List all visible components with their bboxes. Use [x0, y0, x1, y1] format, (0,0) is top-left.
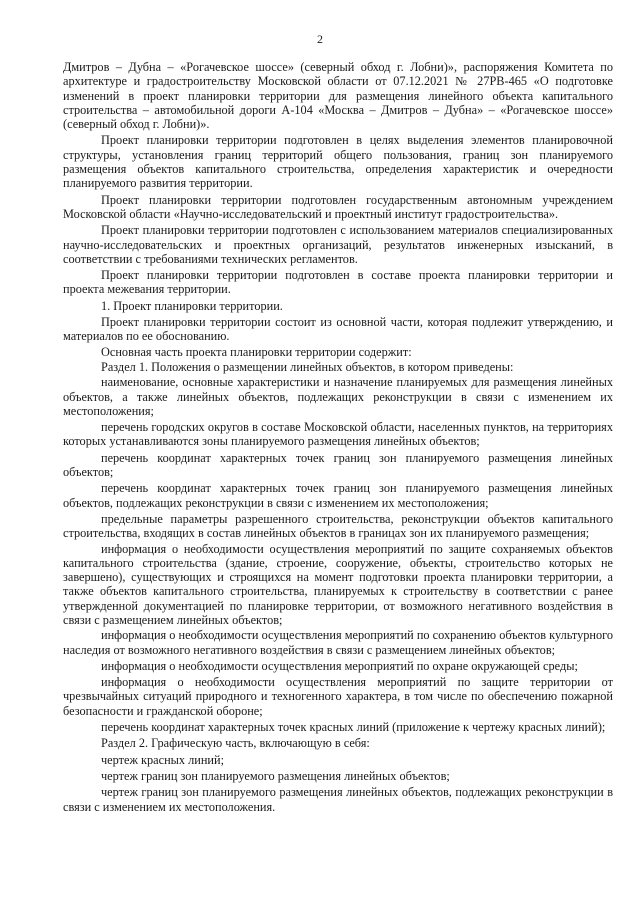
paragraph: Проект планировки территории подготовлен государственным автономным учреждением Московской области «Научно-исследовательский и проектный институт градостроительства».: [63, 192, 613, 221]
paragraph: Дмитров – Дубна – «Рогачевское шоссе» (северный обход г. Лобни)», распоряжения Комитета по архитектуре и градостроительству Московской области от 07.12.2021 № 27РВ-465 «О подготовке изменений в проект планировки территории для размещения линейного объекта капитального строительства – автомобильной дороги А-104 «Москва – Дмитров – Дубна» – «Рогачевское шоссе» (северный обход г. Лобни)».: [63, 60, 613, 132]
paragraph: Проект планировки территории состоит из основной части, которая подлежит утверждению, и материалов по ее обоснованию.: [63, 315, 613, 344]
paragraph: 1. Проект планировки территории.: [101, 298, 283, 313]
list-item: информация о необходимости осуществления мероприятий по сохранению объектов культурного наследия от возможного негативного воздействия в связи с размещением линейных объектов;: [63, 628, 613, 657]
list-item: перечень городских округов в составе Московской области, населенных пунктов, на территориях которых устанавливаются зоны планируемого размещения линейных объектов;: [63, 420, 613, 449]
list-item: информация о необходимости осуществления мероприятий по охране окружающей среды;: [101, 658, 578, 673]
document-body: [63, 60, 613, 815]
list-item: чертеж красных линий;: [101, 752, 225, 767]
list-item: перечень координат характерных точек красных линий (приложение к чертежу красных линий);: [101, 720, 606, 735]
list-item: перечень координат характерных точек границ зон планируемого размещения линейных объектов, подлежащих реконструкции в связи с изменением их местоположения;: [63, 481, 613, 510]
paragraph: Проект планировки территории подготовлен с использованием материалов специализированных научно-исследовательских и проектных организаций, результатов инженерных изысканий, в соответствии с требованиями технических регламентов.: [63, 223, 613, 266]
list-item: чертеж границ зон планируемого размещения линейных объектов;: [101, 768, 450, 783]
paragraph: Проект планировки территории подготовлен в составе проекта планировки территории и проекта межевания территории.: [63, 268, 613, 297]
paragraph: Раздел 2. Графическую часть, включающую в себя:: [101, 736, 370, 751]
list-item: чертеж границ зон планируемого размещения линейных объектов, подлежащих реконструкции в связи с изменением их местоположения.: [63, 785, 613, 814]
list-item: информация о необходимости осуществления мероприятий по защите сохраняемых объектов капитального строительства (здание, строение, сооружение, объекты, строительство которых не завершено), существующих и строящихся на момент подготовки проекта планировки территории, а также объектов капитального строительства, планируемых к строительству в соответствии с ранее утвержденной документацией по планировке территории, от возможного негативного воздействия в связи с размещением линейных объектов;: [63, 541, 613, 627]
paragraph: Проект планировки территории подготовлен в целях выделения элементов планировочной структуры, установления границ территорий общего пользования, границ зон планируемого размещения объектов капитального строительства, определения характеристик и очередности планируемого развития территории.: [63, 133, 613, 191]
list-item: наименование, основные характеристики и назначение планируемых для размещения линейных объектов, а также линейных объектов, подлежащих реконструкции в связи с изменением их местоположения;: [63, 375, 613, 418]
list-item: информация о необходимости осуществления мероприятий по защите территории от чрезвычайных ситуаций природного и техногенного характера, в том числе по обеспечению пожарной безопасности и гражданской обороне;: [63, 675, 613, 718]
paragraph: Основная часть проекта планировки территории содержит:: [101, 344, 412, 359]
list-item: предельные параметры разрешенного строительства, реконструкции объектов капитального строительства, входящих в состав линейных объектов в границах зон их планируемого размещения;: [63, 511, 613, 541]
page-number: 2: [317, 32, 323, 46]
list-item: перечень координат характерных точек границ зон планируемого размещения линейных объектов;: [63, 450, 613, 480]
paragraph: Раздел 1. Положения о размещении линейных объектов, в котором приведены:: [101, 359, 514, 374]
